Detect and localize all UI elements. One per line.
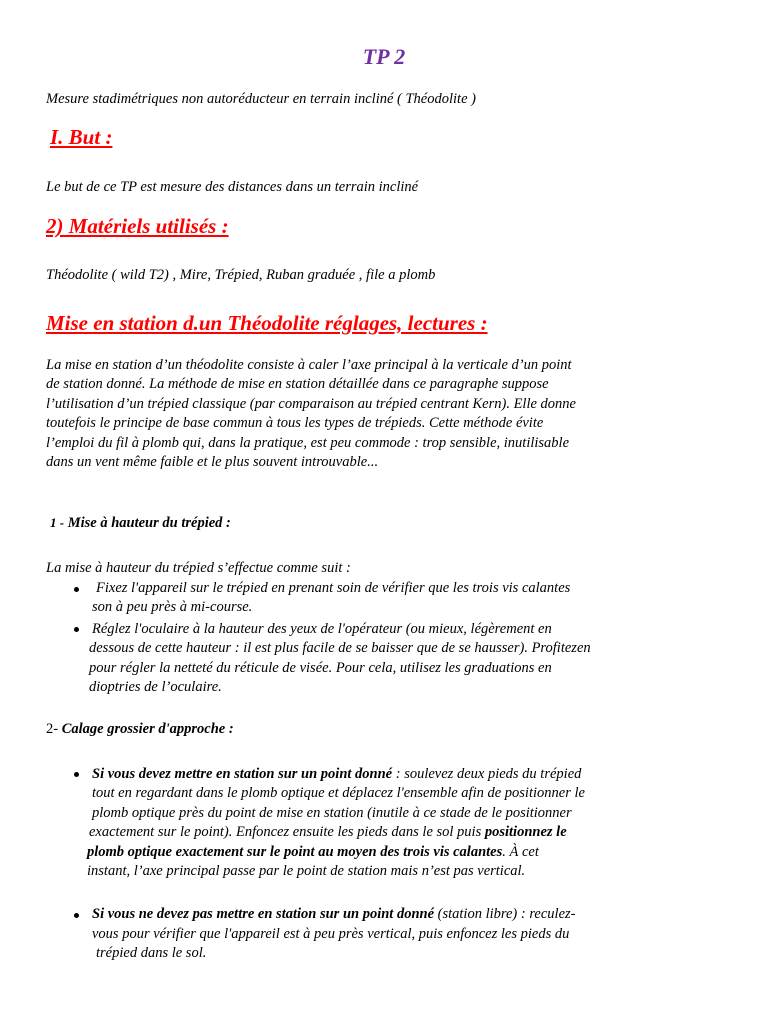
step1-heading <box>50 515 231 532</box>
bullet-icon <box>74 772 79 777</box>
step2-bullet1-line <box>87 843 539 862</box>
document-subtitle: Mesure stadimétriques non autoréducteur en terrain incliné ( Théodolite ) <box>46 91 476 107</box>
step2-number: 2- <box>46 721 59 737</box>
step2-bullet1-line: plomb optique près du point de mise en station (inutile à ce stade de le positionner <box>92 805 572 821</box>
bullet-icon <box>74 627 79 632</box>
step2-bullet1-line <box>92 765 581 784</box>
mise-paragraph-line: l’utilisation d’un trépied classique (par comparaison au trépied centrant Kern). Elle donne <box>46 396 576 412</box>
step2-bullet1-bold: positionnez le <box>484 824 567 840</box>
step1-intro: La mise à hauteur du trépied s’effectue comme suit : <box>46 560 351 576</box>
step1-bullet2-line: pour régler la netteté du réticule de visée. Pour cela, utilisez les graduations en <box>89 660 552 676</box>
step1-number: 1 - <box>50 515 65 530</box>
mise-paragraph-line: l’emploi du fil à plomb qui, dans la pratique, est peu commode : trop sensible, inutilisable <box>46 435 570 451</box>
step1-bullet1-line: Fixez l'appareil sur le trépied en prenant soin de vérifier que les trois vis calantes <box>96 580 571 596</box>
step1-title: Mise à hauteur du trépied : <box>67 515 231 531</box>
page-title: TP 2 <box>362 44 406 69</box>
step2-bullet1-line: tout en regardant dans le plomb optique et déplacez l'ensemble afin de positionner le <box>92 785 585 801</box>
step2-bullet1-line: instant, l’axe principal passe par le point de station mais n’est pas vertical. <box>87 863 526 879</box>
step2-bullet2-text: (station libre) : reculez- <box>434 906 576 922</box>
mise-paragraph-line: de station donné. La méthode de mise en station détaillée dans ce paragraphe suppose <box>46 376 549 392</box>
step2-bullet1-bold-lead: Si vous devez mettre en station sur un point donné <box>92 766 393 782</box>
step2-bullet2-line: vous pour vérifier que l'appareil est à peu près vertical, puis enfoncez les pieds du <box>92 926 570 942</box>
bullet-icon <box>74 913 79 918</box>
mise-paragraph-line: toutefois le principe de base commun à tous les types de trépieds. Cette méthode évite <box>46 415 544 431</box>
but-text: Le but de ce TP est mesure des distances dans un terrain incliné <box>46 179 419 195</box>
materiels-text: Théodolite ( wild T2) , Mire, Trépied, Ruban graduée , file a plomb <box>46 267 436 283</box>
step2-bullet2-line: trépied dans le sol. <box>96 945 207 961</box>
step1-bullet2-line: dioptries de l’oculaire. <box>89 679 222 695</box>
heading-but: I. But : <box>50 125 113 149</box>
step2-bullet1-text: : soulevez deux pieds du trépied <box>392 766 582 782</box>
step2-bullet1-text: . À cet <box>502 844 539 860</box>
step2-bullet1-bold: plomb optique exactement sur le point au moyen des trois vis calantes <box>87 844 503 860</box>
step2-bullet2-line <box>92 905 576 924</box>
heading-mise-en-station: Mise en station d.un Théodolite réglages, lectures : <box>46 311 488 335</box>
mise-paragraph-line: dans un vent même faible et le plus souvent introuvable... <box>46 454 379 470</box>
step2-heading <box>46 721 234 738</box>
heading-materiels: 2) Matériels utilisés : <box>46 214 229 238</box>
step1-bullet1-line: son à peu près à mi-course. <box>92 599 253 615</box>
step2-title: Calage grossier d'approche : <box>61 721 234 737</box>
step2-bullet2-bold-lead: Si vous ne devez pas mettre en station sur un point donné <box>92 906 435 922</box>
mise-paragraph-line: La mise en station d’un théodolite consiste à caler l’axe principal à la verticale d’un point <box>46 357 572 373</box>
step2-bullet1-text: exactement sur le point). Enfoncez ensuite les pieds dans le sol puis <box>89 824 485 840</box>
step1-bullet2-line: Réglez l'oculaire à la hauteur des yeux de l'opérateur (ou mieux, légèrement en <box>92 621 552 637</box>
bullet-icon <box>74 587 79 592</box>
step1-bullet2-line: dessous de cette hauteur : il est plus facile de se baisser que de se hausser). Profitezen <box>89 640 591 656</box>
step2-bullet1-line <box>89 823 567 842</box>
